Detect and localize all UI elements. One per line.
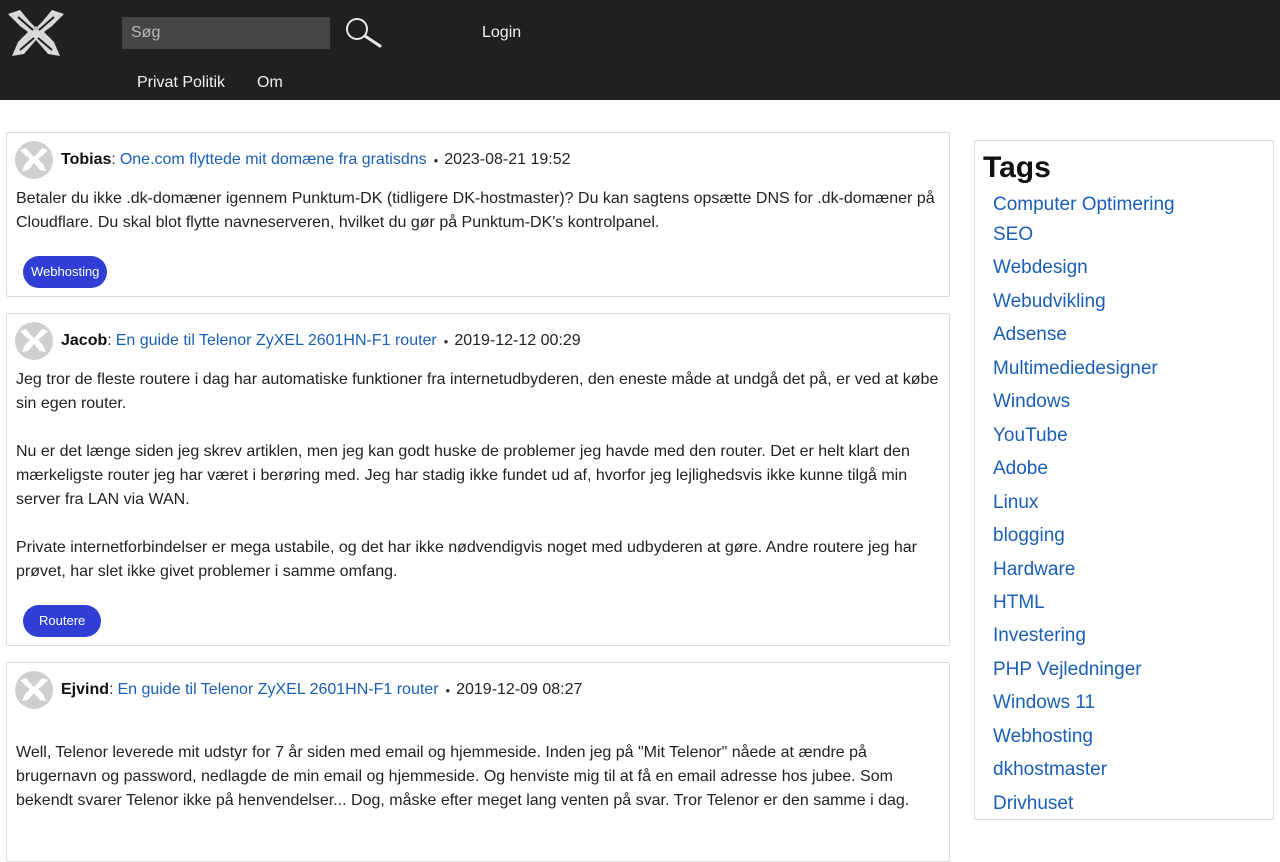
comment-body: [16, 187, 941, 235]
tag-link[interactable]: Computer Optimering: [993, 194, 1175, 215]
avatar-logo-icon: [19, 677, 49, 703]
tag-link[interactable]: Adobe: [993, 458, 1048, 479]
dot-separator: •: [443, 333, 449, 349]
tag-link[interactable]: Webdesign: [993, 257, 1088, 278]
comment-tag-routere[interactable]: Routere: [23, 605, 101, 637]
comment-paragraph: Betaler du ikke .dk-domæner igennem Punktum-DK (tidligere DK-hostmaster)? Du kan sagtens opsætte DNS for .dk-domæner på Cloudflare. Du skal blot flytte navneserveren, hvilket du gør på Punktum-DK's kontrolpanel.: [16, 190, 935, 231]
tags-title: Tags: [983, 151, 1051, 184]
comment-author: Ejvind: [61, 681, 110, 698]
tag-link[interactable]: Webudvikling: [993, 291, 1106, 312]
comment-post-link[interactable]: En guide til Telenor ZyXEL 2601HN-F1 router: [117, 681, 439, 698]
comment-header: [15, 322, 581, 360]
comment-card: [6, 132, 950, 297]
nav-link-om[interactable]: Om: [257, 74, 283, 91]
comment-header: [15, 141, 571, 179]
tag-link[interactable]: dkhostmaster: [993, 759, 1108, 780]
nav-link-privat-politik[interactable]: Privat Politik: [137, 74, 226, 91]
search-button[interactable]: [344, 16, 384, 50]
comment-date: 2019-12-12 00:29: [454, 332, 581, 349]
avatar: [15, 322, 53, 360]
tag-link[interactable]: Webhosting: [993, 726, 1093, 747]
comment-paragraph: Jeg tror de fleste routere i dag har automatiske funktioner fra internetudbyderen, den eneste måde at undgå det på, er ved at købe sin egen router.: [16, 371, 939, 412]
comment-paragraph: Well, Telenor leverede mit udstyr for 7 år siden med email og hjemmeside. Inden jeg på "Mit Telenor" nåede at ændre på brugernavn og password, nedlagde de min email og hjemmeside. Og henviste mig til at få en email adresse hos jubee. Som bekendt svarer Telenor ikke på henvendelser... Dog, måske efter meget lang venten på svar. Tror Telenor er den samme i dag.: [16, 744, 910, 809]
site-logo[interactable]: [6, 8, 66, 60]
comment-header: [15, 671, 582, 709]
comment-post-link[interactable]: En guide til Telenor ZyXEL 2601HN-F1 router: [115, 332, 437, 349]
login-link[interactable]: Login: [482, 24, 522, 41]
comment-date: 2023-08-21 19:52: [444, 151, 571, 168]
dot-separator: •: [445, 682, 451, 698]
comment-paragraph: Nu er det længe siden jeg skrev artiklen, men jeg kan godt huske de problemer jeg havde med den router. Det er helt klart den mærkeligste router jeg har været i berøring med. Jeg har stadig ikke fundet ud af, hvorfor jeg lejlighedsvis ikke kunne tilgå min server fra LAN via WAN.: [16, 443, 910, 508]
logo-icon: [6, 8, 66, 60]
search-icon: [344, 16, 384, 50]
tag-link[interactable]: Windows 11: [993, 692, 1096, 713]
tag-link[interactable]: Drivhuset: [993, 793, 1074, 814]
avatar: [15, 671, 53, 709]
comment-paragraph: Private internetforbindelser er mega ustabile, og det har ikke nødvendigvis noget med udbyderen at gøre. Andre routere jeg har prøvet, har slet ikke givet problemer i samme omfang.: [16, 539, 917, 580]
tag-link[interactable]: blogging: [993, 525, 1065, 546]
comment-card: [6, 662, 950, 862]
comment-card: [6, 313, 950, 646]
top-bar: [0, 0, 1280, 100]
avatar-logo-icon: [19, 328, 49, 354]
tag-link[interactable]: Multimediedesigner: [993, 358, 1158, 379]
tag-link[interactable]: PHP Vejledninger: [993, 659, 1142, 680]
author-separator: :: [109, 681, 114, 698]
tag-link[interactable]: Linux: [993, 492, 1039, 513]
author-separator: :: [111, 151, 116, 168]
comment-date: 2019-12-09 08:27: [456, 681, 583, 698]
tag-link[interactable]: HTML: [993, 592, 1045, 613]
comment-tag-webhosting[interactable]: Webhosting: [23, 256, 107, 288]
tag-link[interactable]: Hardware: [993, 559, 1076, 580]
comment-author: Jacob: [61, 332, 108, 349]
avatar-logo-icon: [19, 147, 49, 173]
author-separator: :: [107, 332, 112, 349]
tag-link[interactable]: YouTube: [993, 425, 1068, 446]
comment-post-link[interactable]: One.com flyttede mit domæne fra gratisdns: [119, 151, 427, 168]
search-input[interactable]: [122, 17, 330, 49]
dot-separator: •: [433, 152, 439, 168]
tag-link[interactable]: Adsense: [993, 324, 1067, 345]
tag-link[interactable]: Investering: [993, 625, 1086, 646]
comment-body: [16, 741, 941, 813]
tag-link[interactable]: Windows: [993, 391, 1071, 412]
tags-sidebar: [974, 140, 1274, 820]
avatar: [15, 141, 53, 179]
tag-link[interactable]: SEO: [993, 224, 1034, 245]
comment-author: Tobias: [61, 151, 112, 168]
comment-body: [16, 368, 941, 584]
